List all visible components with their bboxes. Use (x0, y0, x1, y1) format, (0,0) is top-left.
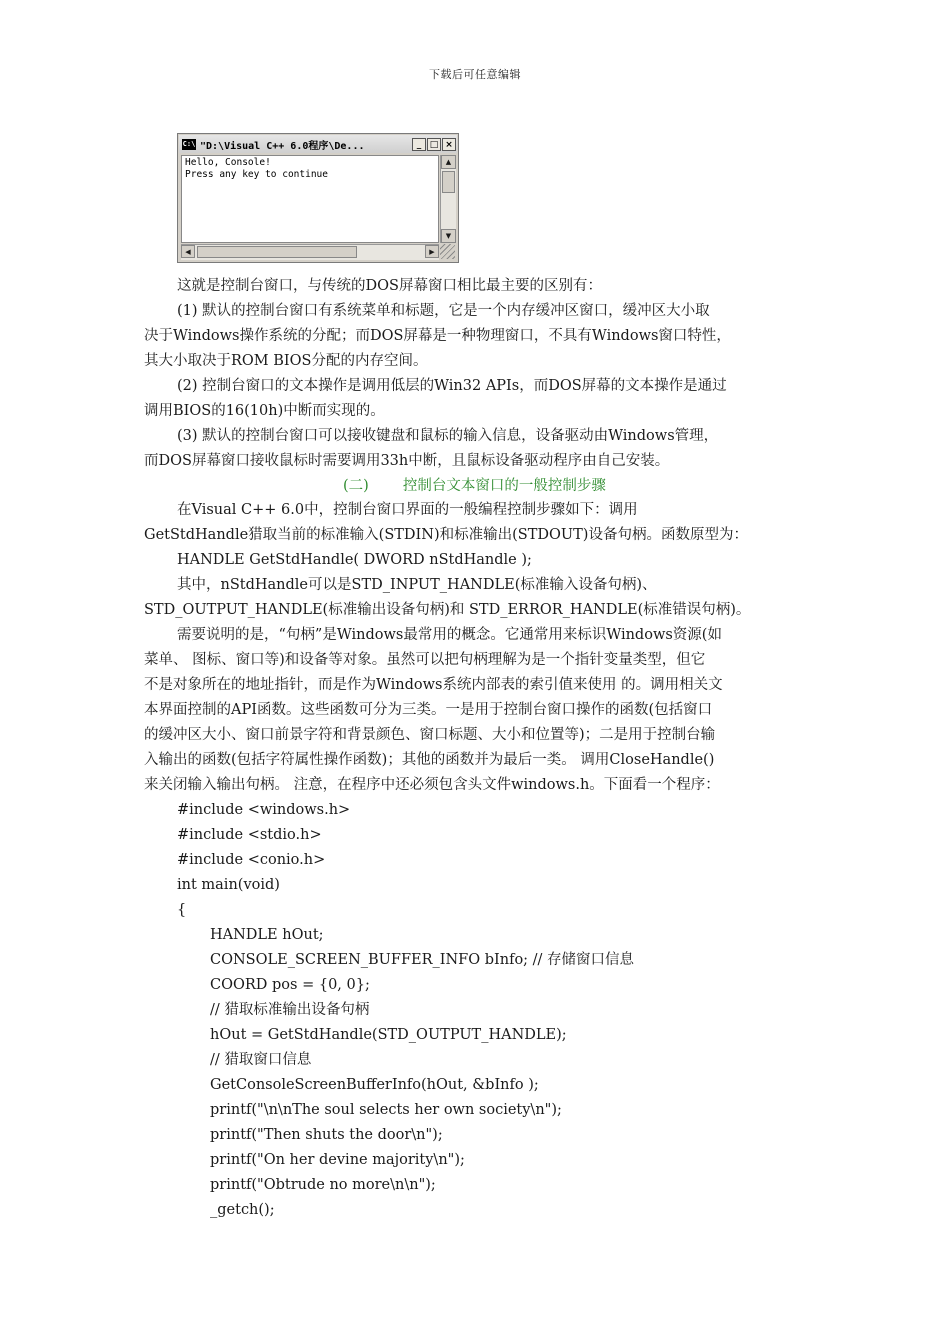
horizontal-scroll-thumb[interactable] (197, 246, 357, 258)
code-line: _getch(); (210, 1202, 275, 1218)
body-line: 在Visual C++ 6.0中，控制台窗口界面的一般编程控制步骤如下：调用 (177, 502, 638, 518)
body-line: HANDLE GetStdHandle( DWORD nStdHandle ); (177, 552, 532, 568)
paragraph-line: 决于Windows操作系统的分配；而DOS屏幕是一种物理窗口，不具有Windows窗口特性， (144, 328, 731, 344)
horizontal-scrollbar[interactable] (181, 244, 439, 260)
paragraph-line: (1) 默认的控制台窗口有系统菜单和标题，它是一个内存缓冲区窗口，缓冲区大小取 (177, 303, 710, 319)
console-output (181, 155, 439, 243)
paragraph-line: (3) 默认的控制台窗口可以接收键盘和鼠标的输入信息，设备驱动由Windows管理， (177, 428, 719, 444)
scroll-thumb[interactable] (442, 171, 455, 193)
scroll-right-icon[interactable]: ▶ (425, 245, 439, 258)
code-line: { (177, 902, 187, 918)
body-line: 需要说明的是，“句柄”是Windows最常用的概念。它通常用来标识Windows资源(如 (177, 627, 722, 643)
code-line: HANDLE hOut; (210, 927, 324, 943)
body-line: 入输出的函数(包括字符属性操作函数)；其他的函数并为最后一类。 调用CloseHandle() (144, 752, 715, 768)
paragraph-line: 而DOS屏幕窗口接收鼠标时需要调用33h中断，且鼠标设备驱动程序由自己安装。 (144, 453, 670, 469)
scroll-left-icon[interactable]: ◀ (181, 245, 195, 258)
body-line: 的缓冲区大小、窗口前景字符和背景颜色、窗口标题、大小和位置等)；二是用于控制台输 (144, 727, 716, 743)
code-line: CONSOLE_SCREEN_BUFFER_INFO bInfo; // 存储窗口信息 (210, 952, 635, 968)
paragraph-line: 其大小取决于ROM BIOS分配的内存空间。 (144, 353, 428, 369)
body-line: 不是对象所在的地址指针，而是作为Windows系统内部表的索引值来使用 的。调用相关文 (144, 677, 723, 693)
code-line: #include <windows.h> (177, 802, 351, 818)
body-line: GetStdHandle猎取当前的标准输入(STDIN)和标准输出(STDOUT)设备句柄。函数原型为： (144, 527, 748, 543)
maximize-button[interactable]: □ (427, 138, 441, 151)
paragraph-line: 调用BIOS的16(10h)中断而实现的。 (144, 403, 385, 419)
body-line: 来关闭输入输出句柄。 注意，在程序中还必须包含头文件windows.h。下面看一个程序： (144, 777, 720, 793)
console-window (177, 133, 459, 263)
vertical-scrollbar[interactable] (440, 155, 456, 243)
code-line: // 猎取标准输出设备句柄 (210, 1002, 370, 1018)
code-line: #include <conio.h> (177, 852, 326, 868)
code-line: printf("Then shuts the door\n"); (210, 1127, 443, 1143)
code-line: int main(void) (177, 877, 280, 893)
console-line: Hello, Console! (185, 157, 271, 168)
code-line: printf("\n\nThe soul selects her own society\n"); (210, 1102, 562, 1118)
code-line: hOut = GetStdHandle(STD_OUTPUT_HANDLE); (210, 1027, 567, 1043)
close-button[interactable]: × (442, 138, 456, 151)
code-line: COORD pos = {0, 0}; (210, 977, 370, 993)
section-heading (343, 476, 606, 496)
code-line: // 猎取窗口信息 (210, 1052, 312, 1068)
minimize-button[interactable]: _ (412, 138, 426, 151)
paragraph-line: 这就是控制台窗口，与传统的DOS屏幕窗口相比最主要的区别有： (177, 278, 602, 294)
page-header: 下载后可任意编辑 (429, 68, 521, 81)
scroll-up-icon[interactable]: ▲ (441, 155, 456, 169)
body-line: 其中，nStdHandle可以是STD_INPUT_HANDLE(标准输入设备句柄)、 (177, 577, 657, 593)
body-line: 本界面控制的API函数。这些函数可分为三类。一是用于控制台窗口操作的函数(包括窗口 (144, 702, 713, 718)
section-title: 控制台文本窗口的一般控制步骤 (402, 478, 606, 494)
paragraph-line: (2) 控制台窗口的文本操作是调用低层的Win32 APIs，而DOS屏幕的文本操作是通过 (177, 378, 727, 394)
section-number: (二) (343, 478, 369, 494)
body-line: 菜单、 图标、窗口等)和设备等对象。虽然可以把句柄理解为是一个指针变量类型，但它 (144, 652, 706, 668)
code-line: printf("Obtrude no more\n\n"); (210, 1177, 436, 1193)
code-line: GetConsoleScreenBufferInfo(hOut, &bInfo ); (210, 1077, 539, 1093)
code-line: printf("On her devine majority\n"); (210, 1152, 465, 1168)
cmd-icon: C:\ (182, 139, 196, 148)
console-titlebar (179, 135, 457, 153)
console-line: Press any key to continue (185, 169, 328, 180)
code-line: #include <stdio.h> (177, 827, 322, 843)
resize-grip-icon[interactable] (440, 244, 455, 259)
scroll-down-icon[interactable]: ▼ (441, 229, 456, 243)
console-title: "D:\Visual C++ 6.0程序\De... (200, 140, 365, 152)
body-line: STD_OUTPUT_HANDLE(标准输出设备句柄)和 STD_ERROR_HANDLE(标准错误句柄)。 (144, 602, 751, 618)
